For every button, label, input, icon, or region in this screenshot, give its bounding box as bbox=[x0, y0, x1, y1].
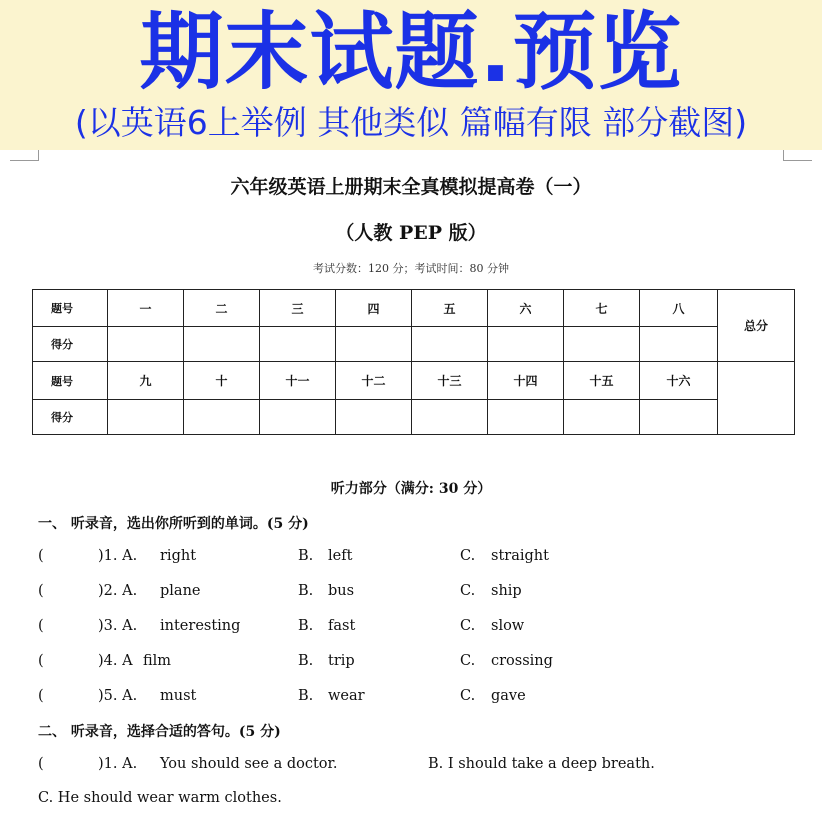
question-row bbox=[0, 583, 822, 605]
score-cell bbox=[412, 399, 488, 434]
option-c: straight bbox=[491, 548, 549, 564]
option-c-label: C. bbox=[460, 653, 476, 669]
question-number: )3. A. bbox=[98, 618, 138, 634]
part-two-heading: 二、 听录音，选择合适的答句。(5 分) bbox=[38, 724, 281, 740]
option-b: bus bbox=[328, 583, 355, 599]
banner-subtitle: (以英语6上举例 其他类似 篇幅有限 部分截图) bbox=[74, 103, 748, 142]
table-cell: 十三 bbox=[412, 362, 488, 399]
score-cell bbox=[412, 327, 488, 362]
table-cell: 三 bbox=[260, 290, 336, 327]
score-cell bbox=[564, 399, 640, 434]
table-cell: 四 bbox=[336, 290, 412, 327]
question-row bbox=[0, 548, 822, 570]
question-row bbox=[0, 688, 822, 710]
question-number: )2. A. bbox=[98, 583, 138, 599]
page-corner-mark-left bbox=[10, 150, 39, 161]
score-cell bbox=[184, 327, 260, 362]
label-score: 得分 bbox=[33, 327, 108, 362]
question-row bbox=[0, 618, 822, 640]
table-cell: 十六 bbox=[640, 362, 718, 399]
score-cell bbox=[488, 327, 564, 362]
option-c-label: C. bbox=[460, 688, 476, 704]
option-a: right bbox=[160, 548, 197, 564]
preview-banner bbox=[0, 0, 822, 150]
table-cell: 六 bbox=[488, 290, 564, 327]
score-cell bbox=[108, 327, 184, 362]
table-cell: 一 bbox=[108, 290, 184, 327]
listening-section-title: 听力部分（满分: 30 分） bbox=[330, 481, 492, 497]
label-score: 得分 bbox=[33, 399, 108, 434]
option-c-label: C. bbox=[460, 618, 476, 634]
option-c: crossing bbox=[491, 653, 553, 669]
page-corner-mark-right bbox=[783, 150, 812, 161]
option-a: plane bbox=[160, 583, 201, 599]
answer-paren: ( bbox=[38, 756, 44, 772]
option-b-label: B. bbox=[298, 583, 314, 599]
score-cell bbox=[640, 399, 718, 434]
total-score-cell bbox=[718, 362, 795, 435]
table-cell: 二 bbox=[184, 290, 260, 327]
option-b-label: B. bbox=[298, 653, 314, 669]
option-c: slow bbox=[491, 618, 525, 634]
table-row bbox=[33, 362, 795, 399]
table-cell: 七 bbox=[564, 290, 640, 327]
table-cell: 十五 bbox=[564, 362, 640, 399]
table-cell: 九 bbox=[108, 362, 184, 399]
option-b: fast bbox=[328, 618, 356, 634]
option-b-label: B. bbox=[298, 548, 314, 564]
option-b: wear bbox=[328, 688, 365, 704]
answer-paren: ( bbox=[38, 618, 44, 634]
score-cell bbox=[108, 399, 184, 434]
option-b: trip bbox=[328, 653, 355, 669]
exam-edition: （人教 PEP 版） bbox=[335, 222, 487, 244]
option-c: gave bbox=[491, 688, 526, 704]
table-row bbox=[33, 399, 795, 434]
table-row bbox=[33, 290, 795, 327]
option-a: interesting bbox=[160, 618, 241, 634]
score-cell bbox=[184, 399, 260, 434]
option-c-label: C. bbox=[460, 583, 476, 599]
score-table bbox=[32, 289, 795, 435]
answer-paren: ( bbox=[38, 688, 44, 704]
score-cell bbox=[336, 399, 412, 434]
option-c: C. He should wear warm clothes. bbox=[38, 790, 282, 806]
exam-meta: 考试分数：120 分；考试时间：80 分钟 bbox=[313, 262, 509, 275]
label-question-no: 题号 bbox=[33, 362, 108, 399]
option-b-label: B. bbox=[298, 618, 314, 634]
table-cell: 五 bbox=[412, 290, 488, 327]
score-cell bbox=[260, 399, 336, 434]
score-cell bbox=[336, 327, 412, 362]
option-a: must bbox=[160, 688, 197, 704]
table-cell: 十四 bbox=[488, 362, 564, 399]
option-b: B. I should take a deep breath. bbox=[428, 756, 655, 772]
answer-paren: ( bbox=[38, 548, 44, 564]
option-a: You should see a doctor. bbox=[160, 756, 338, 772]
option-c: ship bbox=[491, 583, 522, 599]
exam-title: 六年级英语上册期末全真模拟提高卷（一） bbox=[230, 176, 592, 198]
table-cell: 十二 bbox=[336, 362, 412, 399]
answer-paren: ( bbox=[38, 583, 44, 599]
question-number: )5. A. bbox=[98, 688, 138, 704]
table-cell: 十 bbox=[184, 362, 260, 399]
table-cell: 十一 bbox=[260, 362, 336, 399]
score-cell bbox=[564, 327, 640, 362]
total-score-label: 总分 bbox=[718, 290, 795, 362]
score-cell bbox=[488, 399, 564, 434]
option-b: left bbox=[328, 548, 353, 564]
score-cell bbox=[640, 327, 718, 362]
table-row bbox=[33, 327, 795, 362]
question-number: )1. A. bbox=[98, 548, 138, 564]
answer-paren: ( bbox=[38, 653, 44, 669]
option-c-label: C. bbox=[460, 548, 476, 564]
option-a: film bbox=[143, 653, 172, 669]
question-number: )1. A. bbox=[98, 756, 138, 772]
label-question-no: 题号 bbox=[33, 290, 108, 327]
question-number: )4. A bbox=[98, 653, 133, 669]
part-one-heading: 一、 听录音，选出你所听到的单词。(5 分) bbox=[38, 516, 309, 532]
option-b-label: B. bbox=[298, 688, 314, 704]
score-cell bbox=[260, 327, 336, 362]
question-row bbox=[0, 653, 822, 675]
table-cell: 八 bbox=[640, 290, 718, 327]
question-row bbox=[0, 756, 822, 778]
banner-title: 期末试题.预览 bbox=[139, 3, 683, 101]
